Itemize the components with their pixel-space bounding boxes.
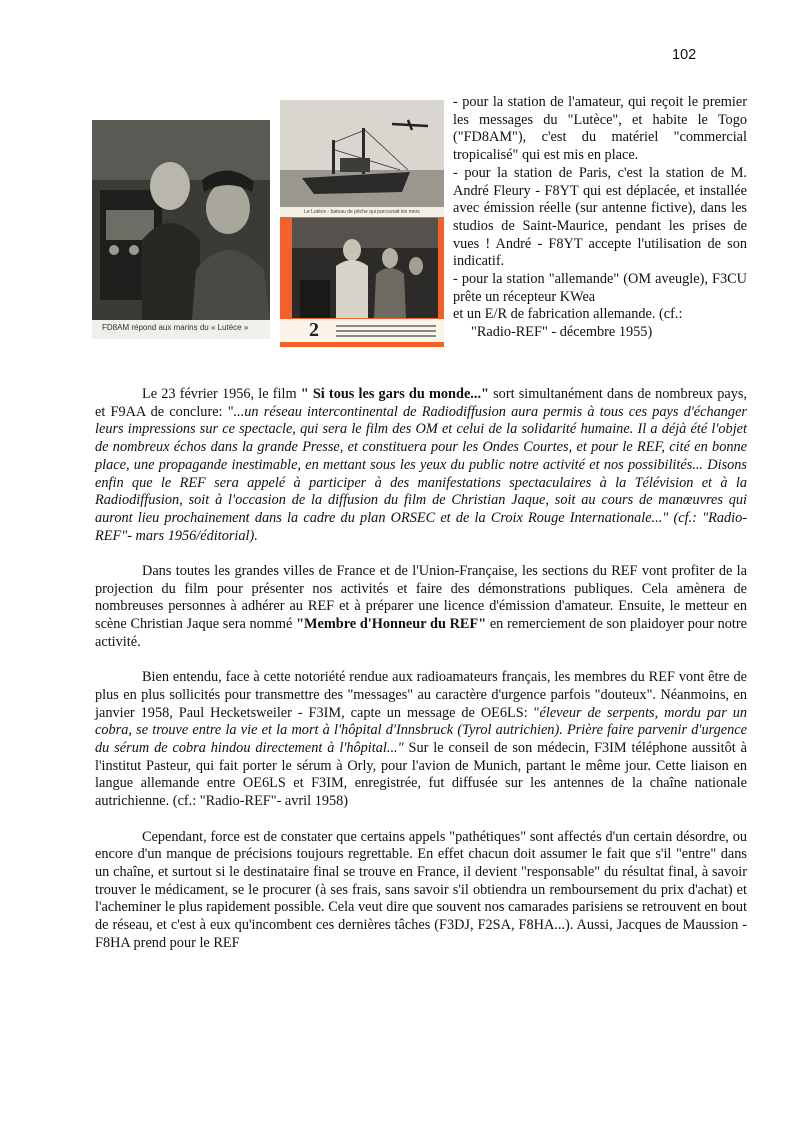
paragraph-tail: en remerciement de son plaidoyer pour notre activité. <box>95 616 747 650</box>
paragraph-pathetic-calls: Cependant, force est de constater que certains appels "pathétiques" sont affectés d'un certain désordre, ou encore d'un manque de précisions toujours regrettable. En effet chacun doit assumer le fait que s'il "entre" dans un chaîne, et surtout si le destinataire final se trouve en France, il devient "responsable" du résultat final, à savoir trouver le médicament, se le procurer (à ses frais, sans savoir s'il obtiendra un remboursement du prix d'achat) et l'acheminer le plus rapidement possible. Cela veut dire que souvent nos camarades parisiens se retrouvent en bout de réseau, et c'est à eux qu'incombent ces dernières tâches (F3DJ, F2SA, F8HA...). Aussi, Jacques de Maussion - F8HA prend pour le REF <box>95 828 747 951</box>
editorial-quote: ...un réseau intercontinental de Radiodiffusion aura permis à tous ces pays d'échanger leurs impressions sur ce spectacle, qui sera le film des OM et celui de la solidarité humaine. Il a déjà été l'objet de nombreux échos dans la grande Presse, et constituera pour les Ondes Courtes, et pour le REF, cité en bonne place, une propagande inestimable, en mettant sous les yeux du public notre activité et nos possibilités... Disons enfin que le REF sera appelé à participer à des manifestations spectaculaires à la Télévision et à la Radiodiffusion, soit à l'occasion de la diffusion du film de Christian Jaque, soit au cours de manœuvres qui auront lieu prochainement dans la cadre du plan ORSEC et de la Croix Rouge Internationale..." (cf.: "Radio-REF"- mars 1956/éditorial). <box>95 403 747 544</box>
magazine-cover <box>280 100 444 347</box>
film-still-image <box>92 120 270 339</box>
paragraph-film-release <box>95 386 747 545</box>
side-item-paris-station: - pour la station de Paris, c'est la station de M. André Fleury - F8YT qui est déplacée, et installée avec émission réelle (sur antenne fictive), dans les studios de Saint-Maurice, pendant les prises de vues ! André - F8YT accepte l'utilisation de son indicatif. <box>453 164 747 270</box>
side-item-german-station-cont: et un E/R de fabrication allemande. (cf.: <box>453 306 683 323</box>
paragraph-cobra-message <box>95 669 747 811</box>
film-still-photo <box>92 120 270 339</box>
magazine-title-band <box>280 319 444 342</box>
side-item-german-station: - pour la station "allemande" (OM aveugle), F3CU prête un récepteur KWea <box>453 271 747 305</box>
paragraph-middle: sort simultanément dans de nombreux pays, et F9AA de conclure: " <box>95 386 747 420</box>
cobra-quote: éleveur de serpents, mordu par un cobra, se trouve entre la vie et la mort à l'hôpital d'Innsbruck (Tyrol autrichien). Prière faire parvenir d'urgence du sérum de cobra hindou directement à l'hôpital..." <box>95 704 747 757</box>
magazine-film-photo <box>292 218 438 318</box>
paragraph-lead: Bien entendu, face à cette notoriété rendue aux radioamateurs français, les membres du REF vont être de plus en plus sollicités pour transmettre des "messages" au caractère d'urgence parfois "douteux". Néanmoins, en janvier 1958, Paul Hecketsweiler - F3IM, capte un message de OE6LS: " <box>95 669 747 721</box>
magazine-ship-photo <box>280 100 444 207</box>
paragraph-ref-sections <box>95 563 747 652</box>
magazine-strap-text: Le Lutèce - bateau de pêche qui parcourait les mers <box>280 207 444 217</box>
page-number: 102 <box>672 47 697 63</box>
honorary-member-title: "Membre d'Honneur du REF" <box>296 616 487 633</box>
magazine-contents-lines <box>336 322 436 340</box>
paragraph-lead: Le 23 février 1956, le film <box>142 386 301 402</box>
paragraph-text: Dans toutes les grandes villes de France et de l'Union-Française, les sections du REF vont profiter de la projection du film pour présenter nos activités et faire des démonstrations publiques. Cela amènera de nombreuses personnes à adhérer au REF et à préparer une licence d'émission d'amateur. Ensuite, le metteur en scène Christian Jaque sera nommé <box>95 563 747 633</box>
magazine-issue-number: 2 <box>309 319 319 341</box>
side-item-citation: "Radio-REF" - décembre 1955) <box>471 324 653 341</box>
side-column <box>453 94 747 342</box>
photo-caption: FD8AM répond aux marins du « Lutèce » <box>102 323 249 332</box>
paragraph-tail: Sur le conseil de son médecin, F3IM téléphone aussitôt à l'institut Pasteur, qui fait porter le sérum à Orly, pour l'avion de Munich, partant le même jour. Cette liaison en langue allemande entre OE6LS et F3IM, enregistrée, fut diffusée sur les antennes de la chaîne nationale autrichienne. (cf.: "Radio-REF"- avril 1958) <box>95 740 747 810</box>
film-title: " Si tous les gars du monde..." <box>300 386 489 402</box>
side-item-amateur-station: - pour la station de l'amateur, qui reçoit le premier les messages du "Lutèce", et habite le Togo ("FD8AM"), c'est du matériel "commercial tropicalisé" qui est mis en place. <box>453 94 747 164</box>
body-text <box>95 386 747 970</box>
